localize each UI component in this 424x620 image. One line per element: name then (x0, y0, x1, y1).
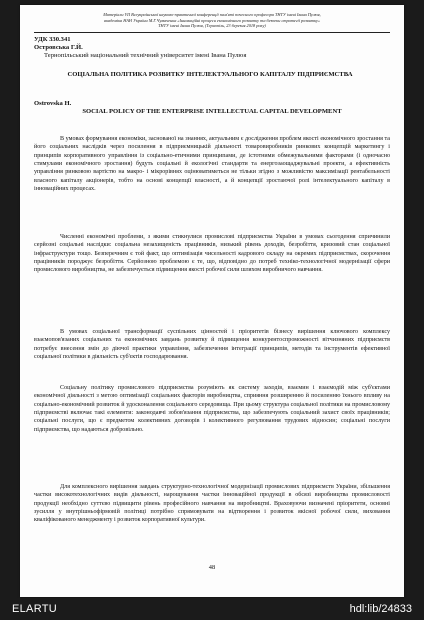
handle-label: hdl:lib/24833 (349, 603, 412, 615)
body-paragraph: Численні економічні проблеми, з якими стикнулися промислові підприємства України в умовах сьогодення спричинили серйозні соціальні наслідки: соціальна незахищеність працівників, низький рівень доходів, безробіття, кризовий стан соціальної інфраструктури тощо. Безперечним є той факт, що оптимізація чисельності кадрового складу на окремих підприємствах, скорочення працівників породжує безробіття. Серйозною проблемою є те, що, відповідно до потреб техніко-технологічної модернізації сфери промислового виробництва, не забезпечується підвищення якості робочої сили шляхом виробничого навчання. (34, 234, 390, 274)
viewer-footer (0, 598, 424, 620)
conference-header (48, 12, 376, 29)
header-divider (34, 32, 390, 33)
author-name-ua: Островська Г.Й. (34, 44, 83, 51)
document-page (20, 5, 404, 597)
body-paragraph: В умовах формування економіки, заснованої на знаннях, актуальним є дослідження проблем якості економічного зростання та його соціальних наслідків через посилення в підприємницькій діяльності товаровиробників ринкових концепцій маркетингу і принципів корпоративного управління із соціально-етичними принципами, де істотними обмежувальними факторами (і одночасно стимулами економічного зростання) будуть соціальні й екологічні стандарти та енергозаощаджувальні проекти, а ефективність управління ринковою вартістю на макро- і мікрорівнях оцінюватиметься не тільки згідно з можливістю максимізації рентабельності власного капіталу акціонерів, тобто на основі концепції власності, а й концепції зростаючої ролі інтелектуального капіталу в інноваційних процесах. (34, 136, 390, 192)
body-paragraph: Соціальну політику промислового підприємства розуміють як систему заходів, взаємин і взаємодій між суб'єктами економічної діяльності з метою оптимізації соціальних факторів виробництва, сприяння розширенню й посиленню їхнього впливу на соціально-економічний розвиток й удосконалення соціального середовища. При цьому структура соціальної політики на промисловому підприємстві включає такі елементи: законодавчі зобов'язання підприємства, що забезпечують соціальний захист своїх працівників; соціальні послуги, що є предметом колективних договорів і колективного регулювання трудових відносин; соціальні послуги підприємства, що надаються добровільно. (34, 385, 390, 433)
conference-header-line: академіка НАН України М.Г.Чумаченка «Інноваційні процеси економічного розвитку та безпеки стратегії розвитку» (103, 17, 321, 23)
udk-code: УДК 330.341 (34, 36, 71, 43)
page-number: 48 (208, 564, 216, 571)
body-paragraph: В умовах соціальної трансформації суспільних цінностей і пріоритетів бізнесу вирішення ключового комплексу взаємопов'язаних соціальних та економічних завдань розвитку й підвищення конкурентоспроможності вітчизняних підприємств потребує внесення змін до діючої практики управління, забезпечення інтеграції принципів, методів та інструментів ефективної соціальної політики в діяльність суб'єктів господарювання. (34, 329, 390, 360)
article-title-en: SOCIAL POLICY OF THE ENTERPRISE INTELLECTUAL CAPITAL DEVELOPMENT (82, 108, 342, 115)
article-title-ua: СОЦІАЛЬНА ПОЛІТИКА РОЗВИТКУ ІНТЕЛЕКТУАЛЬНОГО КАПІТАЛУ ПІДПРИЄМСТВА (67, 71, 353, 78)
conference-header-line: ТНТУ імені Івана Пулюя, (Тернопіль, 23 березня 2018 року) (158, 23, 266, 29)
conference-header-line: Матеріали VII Всеукраїнської науково-практичної конференції пам'яті почесного професора ТНТУ імені Івана Пулюя, (103, 12, 321, 17)
body-paragraph: Для комплексного вирішення завдань структурно-технологічної модернізації промислових підприємств України, збільшення частки високотехнологічних видів діяльності, нарощування частки інноваційної продукції в обсязі виробництва промисловості продукції необхідно суттєво підвищити рівень професійного навчання на виробництві. Враховуючи визначені пріоритети, основні зусилля у внутрішньофірмовій політиці потрібно спрямовувати на відтворення і розвиток якісної робочої сили, виховання кваліфікованого менеджменту і розвиток корпоративної культури. (34, 484, 390, 524)
author-name-en: Ostrovska H. (34, 100, 72, 107)
author-affiliation: Тернопільський національний технічний університет імені Івана Пулюя (44, 52, 247, 59)
repository-label: ELARTU (12, 603, 57, 615)
